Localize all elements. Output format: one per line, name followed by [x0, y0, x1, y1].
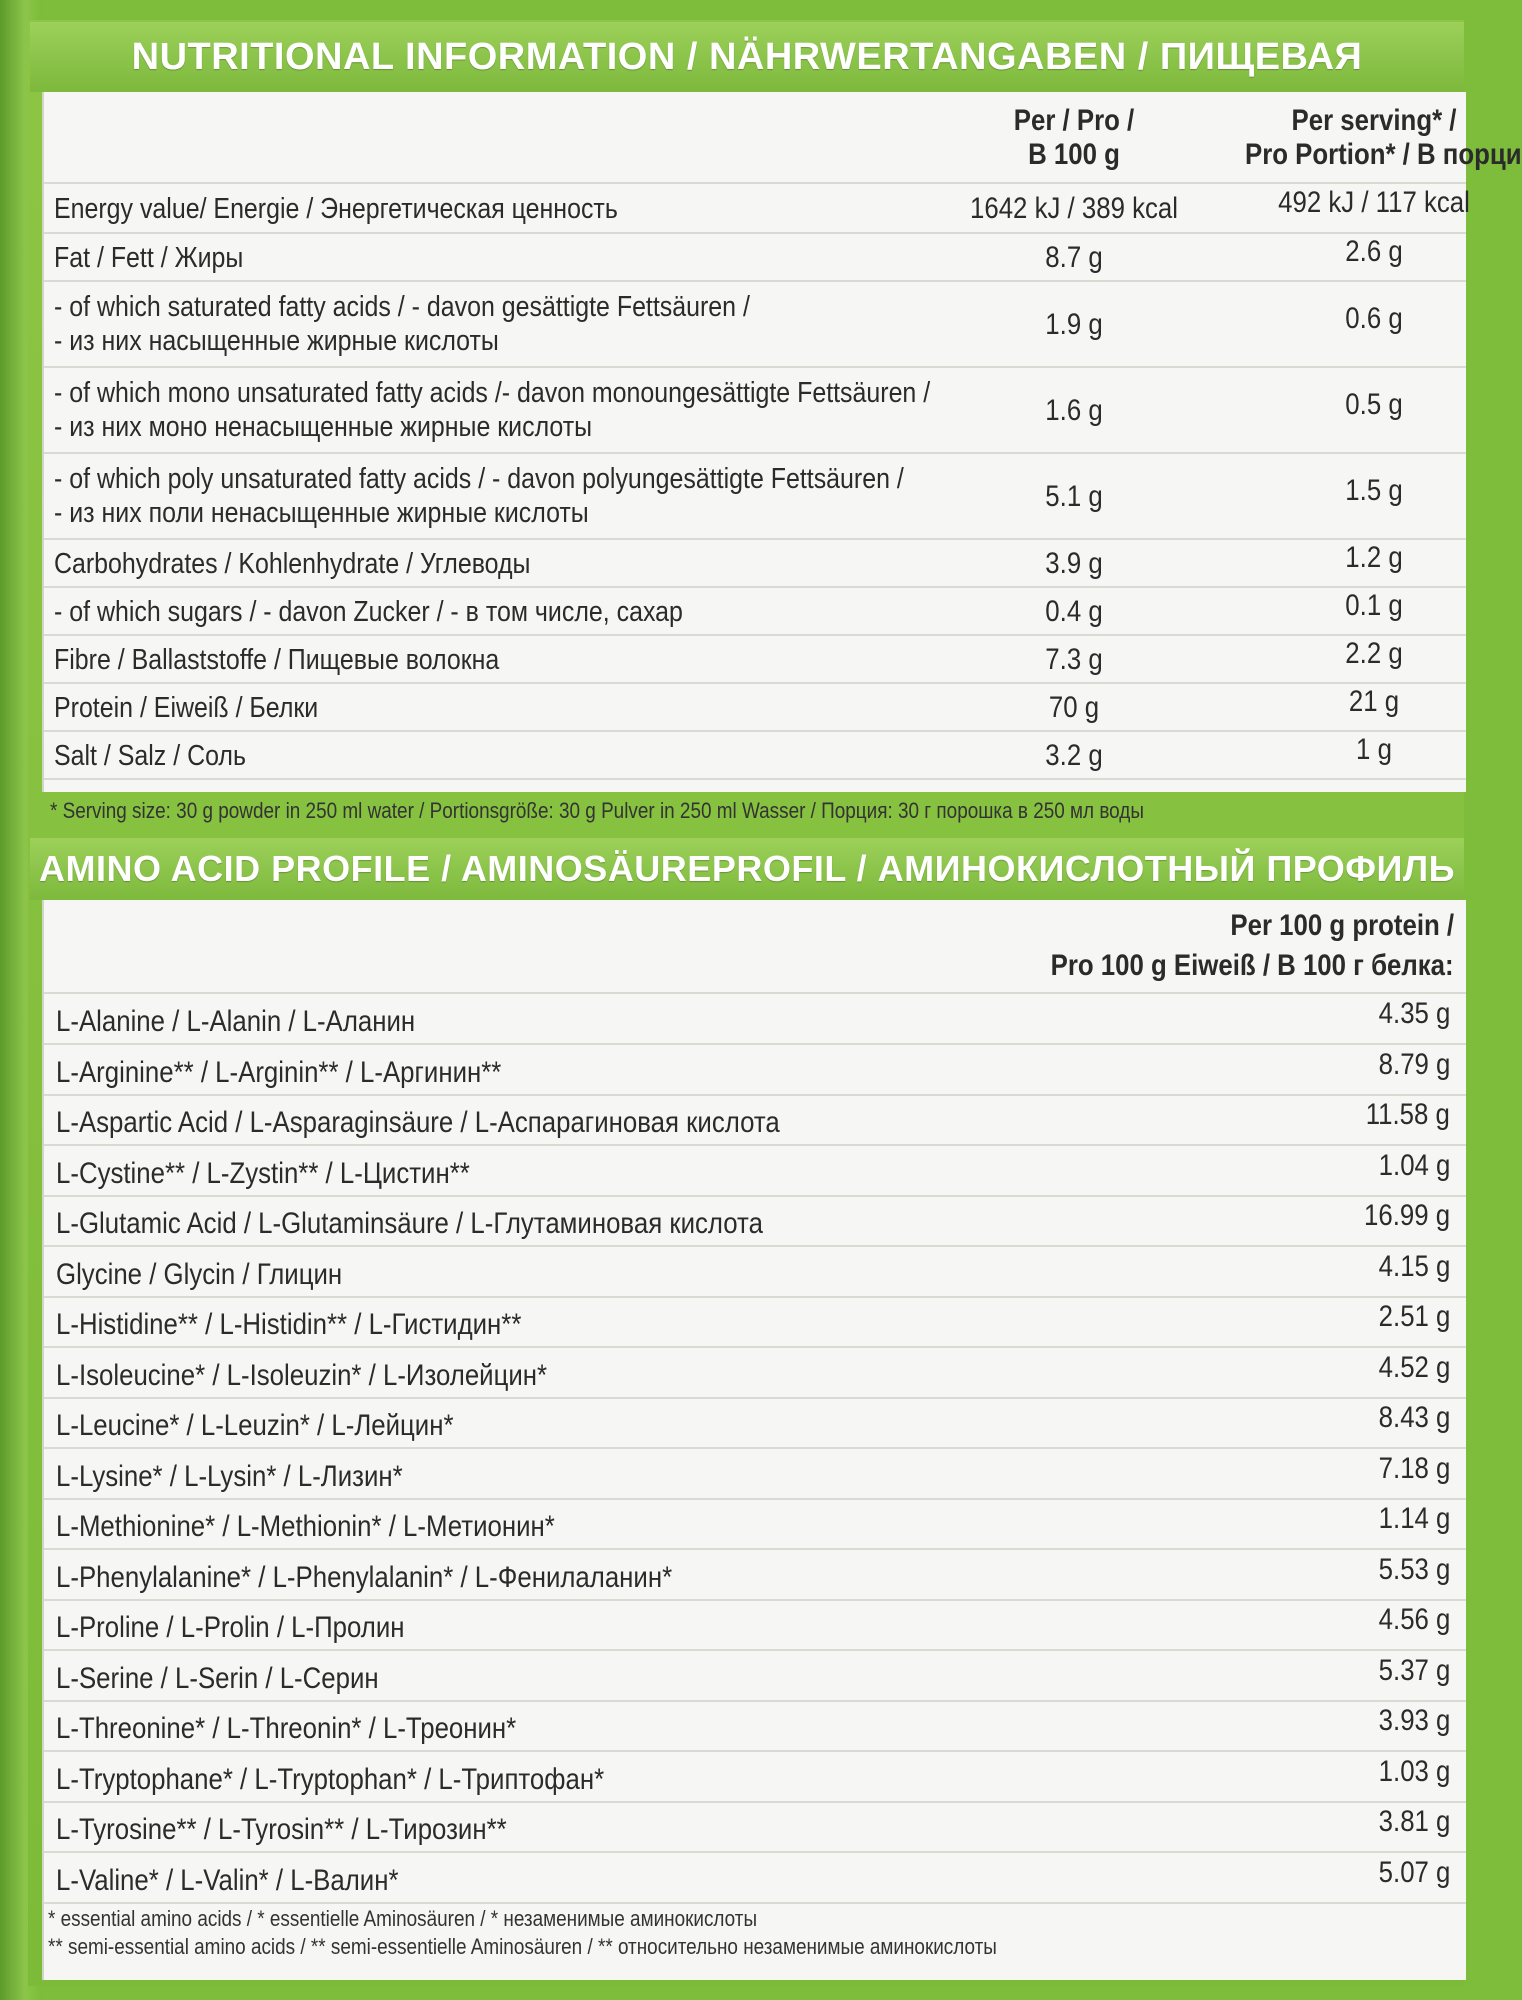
nutrition-title: NUTRITIONAL INFORMATION / NÄHRWERTANGABEN / ПИЩЕВАЯ [30, 22, 1464, 92]
amino-value: 3.93 g [1378, 1704, 1450, 1737]
amino-label: L-Histidine** / L-Histidin** / L-Гистидин** [56, 1308, 522, 1341]
amino-row [44, 1297, 1466, 1348]
amino-label: L-Methionine* / L-Methionin* / L-Метионин* [56, 1510, 555, 1543]
amino-label: L-Proline / L-Prolin / L-Пролин [56, 1611, 405, 1644]
nutrient-label: - of which poly unsaturated fatty acids / - davon polyungesättigte Fettsäuren / [54, 463, 904, 495]
nutrition-row [44, 454, 1466, 540]
nutrient-label-ru: - из них моно ненасыщенные жирные кислоты [54, 411, 593, 443]
value-per-serving: 1 g [1356, 733, 1392, 766]
amino-label: L-Valine* / L-Valin* / L-Валин* [56, 1864, 399, 1897]
value-per-serving: 2.2 g [1345, 637, 1403, 670]
amino-row [44, 994, 1466, 1045]
amino-label: L-Alanine / L-Alanin / L-Аланин [56, 1005, 416, 1038]
amino-value: 5.07 g [1378, 1856, 1450, 1889]
amino-row [44, 1449, 1466, 1500]
amino-label: L-Tryptophane* / L-Tryptophan* / L-Триптофан* [56, 1763, 605, 1796]
amino-row [44, 1853, 1466, 1904]
amino-row [44, 1196, 1466, 1247]
nutrient-label: Fat / Fett / Жиры [54, 242, 244, 274]
value-per-serving: 492 kJ / 117 kcal [1278, 186, 1470, 219]
value-per-100g: 8.7 g [1045, 241, 1103, 274]
col-per-100g-line1: Per / Pro / [1013, 104, 1135, 137]
amino-value: 1.03 g [1378, 1755, 1450, 1788]
amino-col-line2: Pro 100 g Eiweiß / В 100 г белка: [1050, 949, 1454, 982]
nutrient-label: - of which mono unsaturated fatty acids /- davon monoungesättigte Fettsäuren / [54, 377, 931, 409]
amino-header-row [44, 900, 1466, 994]
value-per-serving: 21 g [1348, 685, 1400, 718]
amino-row [44, 1802, 1466, 1853]
col-per-serving-line2: Pro Portion* / В порци [1245, 138, 1522, 171]
essential-footnote: * essential amino acids / * essentielle Aminosäuren / * незаменимые аминокислоты [48, 1906, 758, 1931]
nutrition-row [44, 368, 1466, 454]
value-per-100g: 0.4 g [1045, 595, 1103, 628]
value-per-serving: 0.1 g [1345, 589, 1403, 622]
amino-label: L-Glutamic Acid / L-Glutaminsäure / L-Глутаминовая кислота [56, 1207, 763, 1240]
amino-value: 4.56 g [1378, 1603, 1450, 1636]
nutrition-row [44, 234, 1466, 282]
amino-value: 4.52 g [1378, 1351, 1450, 1384]
amino-value: 4.15 g [1378, 1250, 1450, 1283]
amino-row [44, 1247, 1466, 1298]
amino-label: L-Isoleucine* / L-Isoleuzin* / L-Изолейцин* [56, 1359, 548, 1392]
amino-label: L-Phenylalanine* / L-Phenylalanin* / L-Фенилаланин* [56, 1561, 673, 1594]
nutrition-row [44, 184, 1470, 234]
amino-row [44, 1651, 1466, 1702]
nutrient-label-ru: - из них поли ненасыщенные жирные кислоты [54, 497, 589, 529]
amino-label: L-Tyrosine** / L-Tyrosin** / L-Тирозин** [56, 1813, 507, 1846]
amino-value: 11.58 g [1365, 1098, 1450, 1131]
amino-row [44, 1045, 1466, 1096]
amino-value: 2.51 g [1378, 1300, 1450, 1333]
amino-value: 4.35 g [1378, 997, 1450, 1030]
amino-label: L-Threonine* / L-Threonin* / L-Треонин* [56, 1712, 517, 1745]
nutrient-label: Salt / Salz / Соль [54, 740, 246, 772]
amino-label: L-Arginine** / L-Arginin** / L-Аргинин** [56, 1056, 502, 1089]
amino-value: 7.18 g [1378, 1452, 1450, 1485]
value-per-100g: 1.9 g [1045, 308, 1103, 341]
value-per-100g: 5.1 g [1045, 480, 1103, 513]
amino-value: 8.79 g [1378, 1048, 1450, 1081]
amino-label: L-Lysine* / L-Lysin* / L-Лизин* [56, 1460, 403, 1493]
nutrient-label: Carbohydrates / Kohlenhydrate / Углеводы [54, 548, 531, 580]
value-per-serving: 0.6 g [1345, 302, 1403, 335]
nutrient-label: - of which saturated fatty acids / - davon gesättigte Fettsäuren / [54, 291, 750, 323]
col-per-serving-line1: Per serving* / [1291, 104, 1457, 137]
nutrient-label: - of which sugars / - davon Zucker / - в том числе, сахар [54, 596, 683, 628]
amino-row [44, 1348, 1466, 1399]
amino-value: 1.04 g [1378, 1149, 1450, 1182]
amino-row [44, 1752, 1466, 1803]
nutrition-header-row [44, 92, 1522, 184]
semi-essential-footnote: ** semi-essential amino acids / ** semi-essentielle Aminosäuren / ** относительно незаменимые аминокислоты [48, 1934, 997, 1959]
nutrient-label-ru: - из них насыщенные жирные кислоты [54, 325, 499, 357]
nutrient-label: Fibre / Ballaststoffe / Пищевые волокна [54, 644, 500, 676]
amino-label: Glycine / Glycin / Глицин [56, 1258, 343, 1291]
value-per-serving: 1.5 g [1345, 474, 1403, 507]
nutrition-table [42, 92, 1522, 823]
amino-col-line1: Per 100 g protein / [1230, 909, 1454, 942]
amino-row [44, 1398, 1466, 1449]
amino-table [42, 900, 1466, 1980]
amino-row [44, 1600, 1466, 1651]
amino-title: AMINO ACID PROFILE / AMINOSÄUREPROFIL / АМИНОКИСЛОТНЫЙ ПРОФИЛЬ [30, 838, 1464, 900]
value-per-serving: 1.2 g [1345, 541, 1403, 574]
value-per-serving: 2.6 g [1345, 235, 1403, 268]
nutrition-row [44, 684, 1466, 732]
amino-row [44, 1499, 1466, 1550]
amino-value: 3.81 g [1378, 1805, 1450, 1838]
amino-label: L-Leucine* / L-Leuzin* / L-Лейцин* [56, 1409, 454, 1442]
amino-row [44, 1701, 1466, 1752]
amino-row [44, 1146, 1466, 1197]
amino-label: L-Cystine** / L-Zystin** / L-Цистин** [56, 1157, 470, 1190]
value-per-100g: 7.3 g [1045, 643, 1103, 676]
amino-row [44, 1095, 1466, 1146]
nutrition-row [44, 732, 1466, 780]
nutrition-row [44, 588, 1466, 636]
value-per-serving: 0.5 g [1345, 388, 1403, 421]
amino-value: 16.99 g [1363, 1199, 1450, 1232]
serving-footnote: * Serving size: 30 g powder in 250 ml water / Portionsgröße: 30 g Pulver in 250 ml Wasser / Порция: 30 г порошка в 250 мл воды [50, 798, 1144, 823]
value-per-100g: 1.6 g [1045, 394, 1103, 427]
nutrient-label: Protein / Eiweiß / Белки [54, 692, 319, 724]
amino-label: L-Aspartic Acid / L-Asparaginsäure / L-Аспарагиновая кислота [56, 1106, 780, 1139]
nutrition-row [44, 540, 1466, 588]
amino-value: 5.53 g [1378, 1553, 1450, 1586]
amino-value: 8.43 g [1378, 1401, 1450, 1434]
nutrition-row [44, 282, 1466, 368]
col-per-100g-line2: B 100 g [1028, 138, 1120, 171]
value-per-100g: 1642 kJ / 389 kcal [970, 192, 1178, 225]
value-per-100g: 3.9 g [1045, 547, 1103, 580]
value-per-100g: 3.2 g [1045, 739, 1103, 772]
nutrition-row [44, 636, 1466, 684]
amino-label: L-Serine / L-Serin / L-Серин [56, 1662, 379, 1695]
value-per-100g: 70 g [1048, 691, 1100, 724]
amino-row [44, 1550, 1466, 1601]
nutrient-label: Energy value/ Energie / Энергетическая ценность [54, 193, 618, 225]
amino-value: 1.14 g [1378, 1502, 1450, 1535]
amino-value: 5.37 g [1378, 1654, 1450, 1687]
